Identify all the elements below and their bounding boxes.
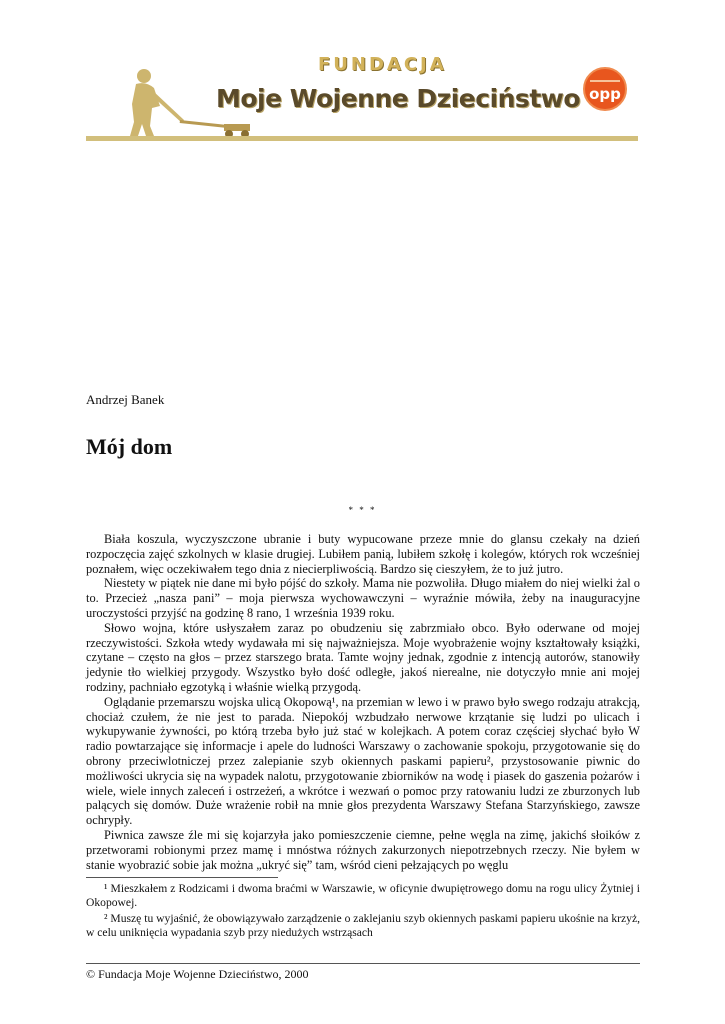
header-divider	[86, 136, 638, 141]
opp-badge-text: opp	[589, 85, 621, 103]
foundation-header	[86, 52, 638, 144]
foundation-label: FUNDACJA	[318, 54, 447, 75]
opp-logo-icon	[582, 66, 628, 112]
article-body	[86, 532, 640, 872]
paragraph: Oglądanie przemarszu wojska ulicą Okopową¹, na przemian w lewo i w prawo było swego rodzaju atrakcją, chociaż czułem, że nie jest to parada. Niepokój wzbudzało nerwowe krzątanie się ludzi po ulicach i wykupywanie żywności, po którą trzeba było już stać w kolejkach. A potem coraz częściej słychać było W radio powtarzające się informacje i apele do ludności Warszawy o zachowanie spokoju, przygotowanie się do obrony przeciwlotniczej przez zalepianie szyb okiennych paskami papieru², przystosowanie piwnic do możliwości ukrycia się na wypadek nalotu, przygotowanie zbiorników na wodę i piasek do gaszenia pożarów i wiele, wiele innych zaleceń i ostrzeżeń, a wkrótce i wezwań o pomoc przy ratowaniu ludzi ze zburzonych lub palących się domów. Duże wrażenie robił na mnie głos prezydenta Warszawy Stefana Starzyńskiego, zawsze ochrypły.	[86, 694, 640, 828]
footnote: ¹ Mieszkałem z Rodzicami i dwoma braćmi w Warszawie, w oficynie dwupiętrowego domu na rogu ulicy Żytniej i Okopowej.	[86, 882, 640, 909]
footnote: ² Muszę tu wyjaśnić, że obowiązywało zarządzenie o zaklejaniu szyb okiennych paskami papieru ukośnie na krzyż, w celu uniknięcia wypadania szyb przy niedużych wstrząsach	[86, 912, 640, 939]
foundation-name: Moje Wojenne Dzieciństwo	[216, 84, 581, 113]
paragraph: Piwnica zawsze źle mi się kojarzyła jako pomieszczenie ciemne, pełne węgla na zimę, jakichś słoików z przetworami robionymi przez mamę i mnóstwa różnych zakurzonych niepotrzebnych rzeczy. Nie byłem w stanie wyobrazić sobie jak można „ukryć się” tam, wśród cieni pełzających po węglu	[86, 827, 640, 872]
paragraph: Biała koszula, wyczyszczone ubranie i buty wypucowane przeze mnie do glansu czekały na dzień rozpoczęcia zajęć szkolnych w klasie drugiej. Lubiłem panią, lubiłem szkołę i kolegów, których rok wcześniej poznałem, więc oczekiwałem tego dnia z niecierpliwością. Bardzo się cieszyłem, że to już jutro.	[86, 532, 640, 576]
copyright-footer: © Fundacja Moje Wojenne Dzieciństwo, 2000	[86, 967, 309, 981]
document-title: Mój dom	[86, 434, 173, 459]
footer-divider	[86, 963, 640, 964]
paragraph: Słowo wojna, które usłyszałem zaraz po obudzeniu się zabrzmiało obco. Było oderwane od mojej rzeczywistości. Szkoła wtedy wydawała mi się najważniejsza. Moje wyobrażenie wojny kształtowały książki, czytane – często na głos – przez starszego brata. Tamte wojny jednak, zgodnie z intencją autorów, stanowiły jedynie tło wielkiej przygody. Wszystko było dość odległe, jakoś nierealne, nie dotyczyło mnie ani mojej rodziny, pachniało egzotyką i właśnie wielką przygodą.	[86, 620, 640, 694]
footnotes	[86, 882, 640, 942]
author-name: Andrzej Banek	[86, 392, 165, 407]
paragraph: Niestety w piątek nie dane mi było pójść do szkoły. Mama nie pozwoliła. Długo miałem do niej wielki żal o to. Przecież „nasza pani” – moja pierwsza wychowawczyni – wyraźnie mówiła, żeby na inauguracyjne uroczystości przyjść na godzinę 8 rano, 1 września 1939 roku.	[86, 576, 640, 620]
footnote-divider	[86, 877, 278, 878]
section-separator: * * *	[348, 505, 377, 515]
